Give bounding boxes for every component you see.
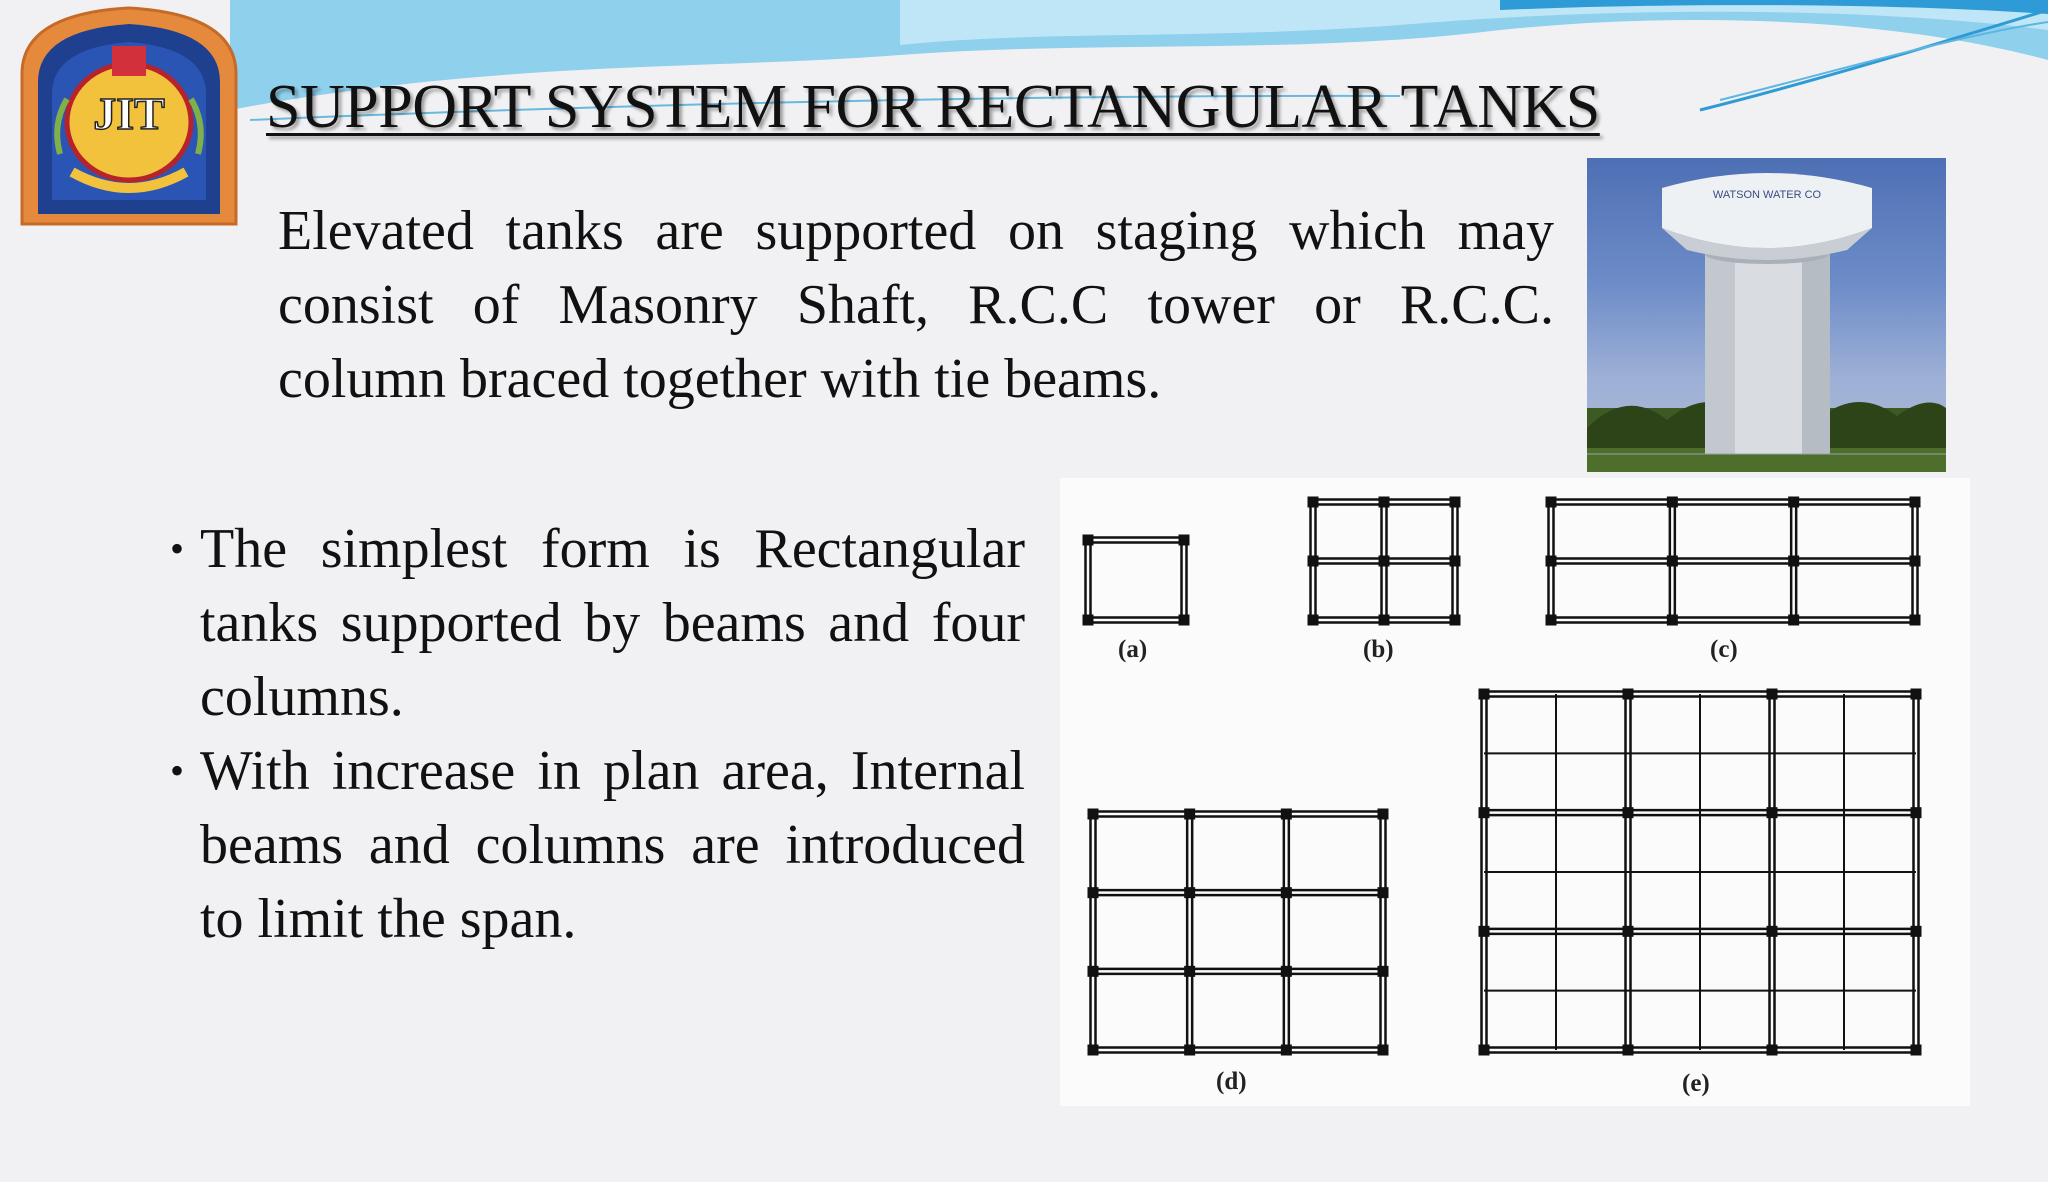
column-mark bbox=[1623, 926, 1634, 937]
caption-d: (d) bbox=[1216, 1068, 1247, 1095]
column-mark bbox=[1623, 1045, 1634, 1056]
column-mark bbox=[1788, 556, 1799, 567]
column-mark bbox=[1911, 1045, 1922, 1056]
column-mark bbox=[1479, 926, 1490, 937]
column-mark bbox=[1767, 926, 1778, 937]
plan-e-3x3-bays-subdivided bbox=[1479, 689, 1922, 1056]
column-mark bbox=[1667, 556, 1678, 567]
column-layout-figure bbox=[1060, 478, 1970, 1106]
column-mark bbox=[1667, 497, 1678, 508]
column-mark bbox=[1479, 1045, 1490, 1056]
column-mark bbox=[1788, 497, 1799, 508]
column-mark bbox=[1910, 556, 1921, 567]
column-mark bbox=[1308, 556, 1319, 567]
column-mark bbox=[1184, 809, 1195, 820]
column-mark bbox=[1623, 689, 1634, 700]
column-mark bbox=[1379, 497, 1390, 508]
column-mark bbox=[1308, 497, 1319, 508]
plan-d-3x3-bays bbox=[1088, 809, 1389, 1056]
column-mark bbox=[1623, 807, 1634, 818]
column-mark bbox=[1767, 1045, 1778, 1056]
column-mark bbox=[1088, 887, 1099, 898]
column-mark bbox=[1379, 556, 1390, 567]
water-tower-photo bbox=[1587, 158, 1946, 472]
column-mark bbox=[1379, 615, 1390, 626]
bullet-text: With increase in plan area, Internal beams and columns are introduced to limit the span. bbox=[200, 740, 1025, 950]
column-mark bbox=[1179, 535, 1190, 546]
column-mark bbox=[1378, 887, 1389, 898]
plan-c-3x2-bays bbox=[1546, 497, 1921, 626]
caption-b: (b) bbox=[1363, 636, 1394, 663]
plan-b-2x2-bays bbox=[1308, 497, 1461, 626]
tank-lettering: WATSON WATER CO bbox=[1712, 189, 1822, 201]
column-mark bbox=[1281, 1045, 1292, 1056]
column-mark bbox=[1179, 615, 1190, 626]
caption-a: (a) bbox=[1118, 636, 1148, 663]
column-mark bbox=[1281, 887, 1292, 898]
column-mark bbox=[1911, 807, 1922, 818]
college-logo bbox=[12, 4, 246, 226]
column-mark bbox=[1767, 807, 1778, 818]
bullet-dot: • bbox=[170, 526, 185, 571]
caption-c: (c) bbox=[1710, 636, 1738, 663]
column-mark bbox=[1450, 556, 1461, 567]
plan-drawings bbox=[1060, 478, 1970, 1106]
column-mark bbox=[1767, 689, 1778, 700]
slide-title: SUPPORT SYSTEM FOR RECTANGULAR TANKS bbox=[266, 73, 1600, 141]
plan-a-single-bay bbox=[1083, 535, 1190, 626]
logo-text: JIT bbox=[93, 88, 165, 139]
column-mark bbox=[1308, 615, 1319, 626]
column-mark bbox=[1083, 535, 1094, 546]
intro-paragraph: Elevated tanks are supported on staging which may consist of Masonry Shaft, R.C.C tower or R.C.C. column braced together with tie beams. bbox=[278, 200, 1554, 410]
column-mark bbox=[1450, 615, 1461, 626]
column-mark bbox=[1184, 966, 1195, 977]
column-mark bbox=[1546, 556, 1557, 567]
column-mark bbox=[1378, 809, 1389, 820]
column-mark bbox=[1378, 966, 1389, 977]
column-mark bbox=[1479, 807, 1490, 818]
column-mark bbox=[1088, 809, 1099, 820]
column-mark bbox=[1479, 689, 1490, 700]
column-mark bbox=[1911, 926, 1922, 937]
bullet-list bbox=[170, 512, 1025, 956]
column-mark bbox=[1281, 809, 1292, 820]
column-mark bbox=[1281, 966, 1292, 977]
column-mark bbox=[1378, 1045, 1389, 1056]
column-mark bbox=[1546, 615, 1557, 626]
bullet-dot: • bbox=[170, 748, 185, 793]
column-mark bbox=[1088, 1045, 1099, 1056]
column-mark bbox=[1184, 1045, 1195, 1056]
bullet-item bbox=[170, 512, 1025, 734]
column-mark bbox=[1911, 689, 1922, 700]
column-mark bbox=[1788, 615, 1799, 626]
bullet-text: The simplest form is Rectangular tanks supported by beams and four columns. bbox=[200, 518, 1025, 728]
column-mark bbox=[1910, 615, 1921, 626]
caption-e: (e) bbox=[1682, 1070, 1710, 1097]
bullet-item bbox=[170, 734, 1025, 956]
column-mark bbox=[1546, 497, 1557, 508]
column-mark bbox=[1910, 497, 1921, 508]
column-mark bbox=[1667, 615, 1678, 626]
column-mark bbox=[1450, 497, 1461, 508]
column-mark bbox=[1083, 615, 1094, 626]
column-mark bbox=[1088, 966, 1099, 977]
column-mark bbox=[1184, 887, 1195, 898]
